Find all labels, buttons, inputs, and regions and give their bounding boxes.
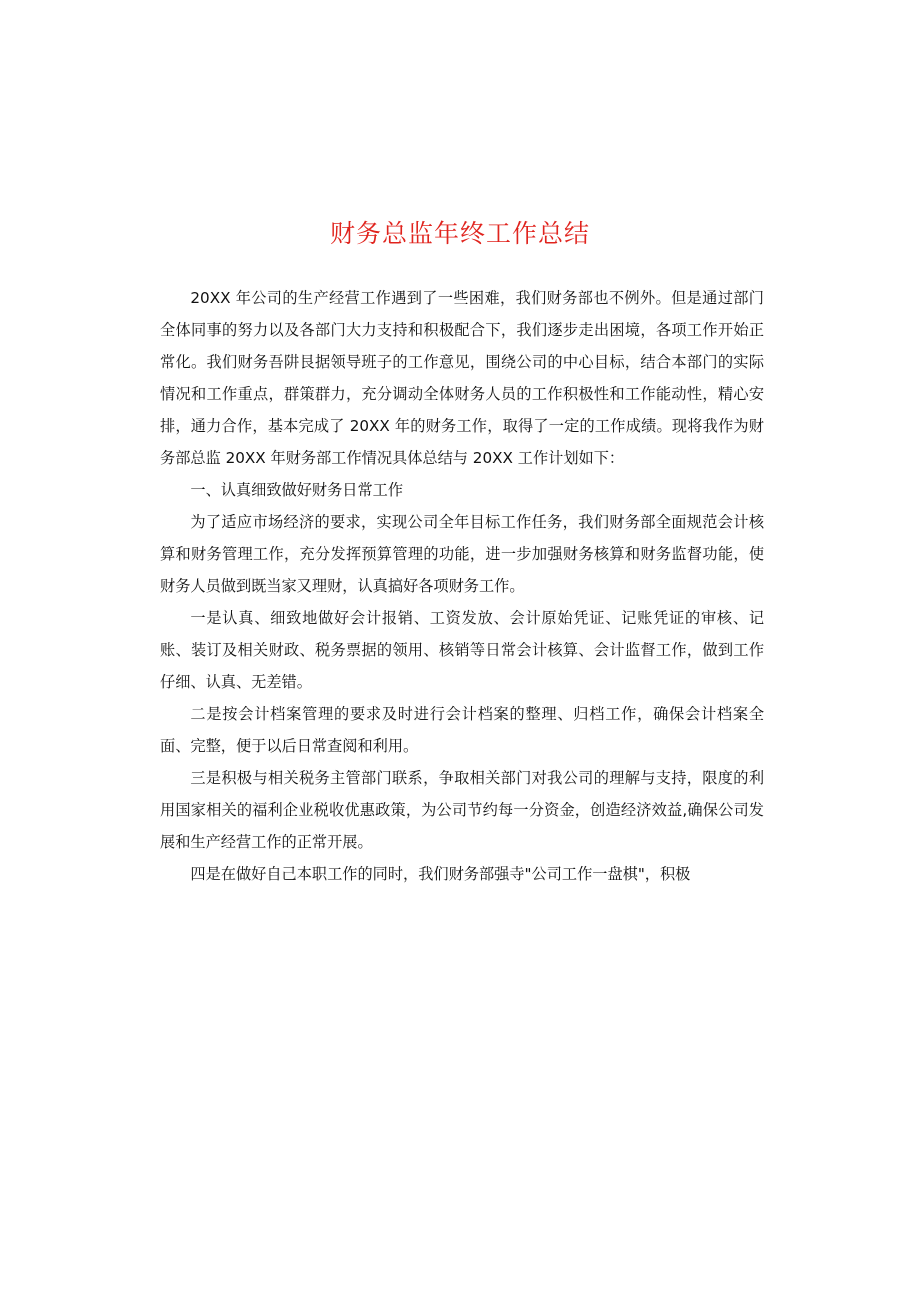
section-heading-1: 一、认真细致做好财务日常工作 (190, 481, 404, 499)
document-title: 财务总监年终工作总结 (329, 219, 590, 248)
paragraph-item-1: 一是认真、细致地做好会计报销、工资发放、会计原始凭证、记账凭证的审核、记账、装订及相关财政、税务票据的领用、核销等日常会计核算、会计监督工作，做到工作仔细、认真、无差错。 (160, 609, 764, 691)
paragraph-item-4: 四是在做好自己本职工作的同时，我们财务部强寺"公司工作一盘棋"，积极 (190, 865, 691, 883)
paragraph-section-1-intro: 为了适应市场经济的要求，实现公司全年目标工作任务，我们财务部全面规范会计核算和财务管理工作，充分发挥预算管理的功能，进一步加强财务核算和财务监督功能，使财务人员做到既当家又理财，认真搞好各项财务工作。 (160, 513, 764, 595)
paragraph-item-2: 二是按会计档案管理的要求及时进行会计档案的整理、归档工作，确保会计档案全面、完整，便于以后日常查阅和利用。 (160, 705, 764, 755)
document-body (160, 282, 764, 890)
paragraph-intro: 20XX 年公司的生产经营工作遇到了一些困难，我们财务部也不例外。但是通过部门全体同事的努力以及各部门大力支持和积极配合下，我们逐步走出困境，各项工作开始正常化。我们财务吾阱艮据领导班子的工作意见，围绕公司的中心目标，结合本部门的实际情况和工作重点，群策群力，充分调动全体财务人员的工作积极性和工作能动性，精心安排，通力合作，基本完成了 20XX 年的财务工作，取得了一定的工作成绩。现将我作为财务部总监 20XX 年财务部工作情况具体总结与 20XX 工作计划如下： (160, 289, 764, 467)
paragraph-item-3: 三是积极与相关税务主管部门联系，争取相关部门对我公司的理解与支持，限度的利用国家相关的福利企业税收优惠政策，为公司节约每一分资金，创造经济效益,确保公司发展和生产经营工作的正常开展。 (160, 769, 764, 851)
